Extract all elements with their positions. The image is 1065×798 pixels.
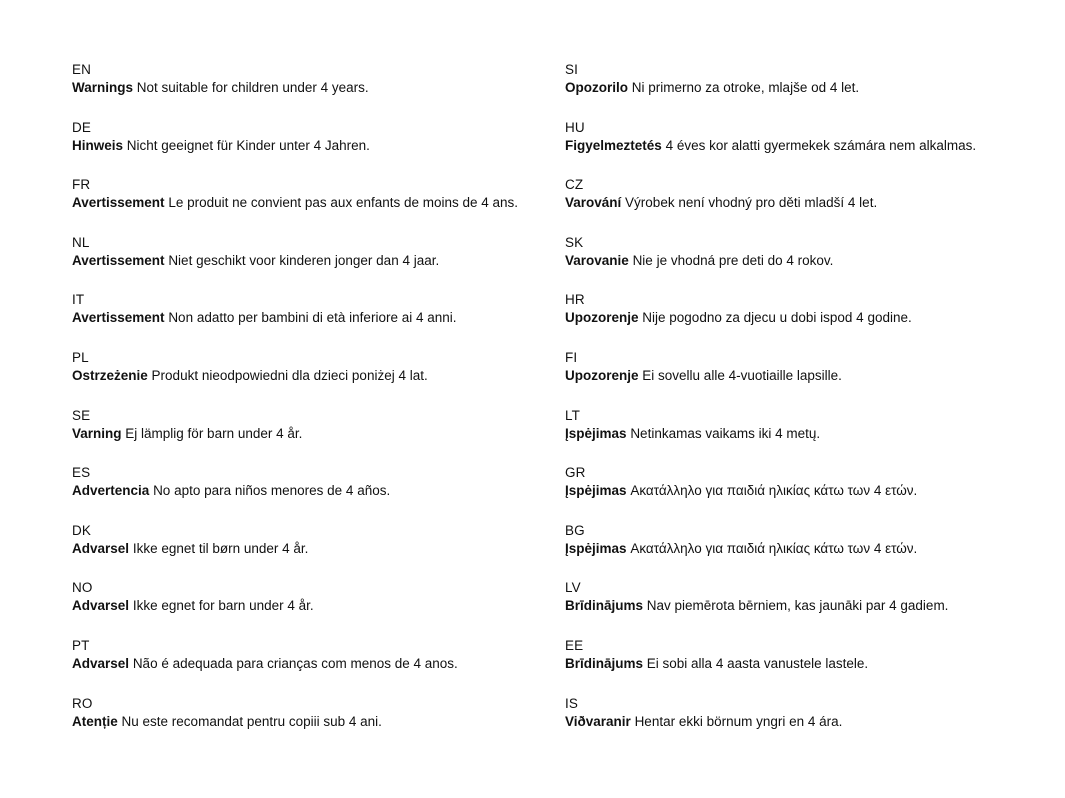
warning-line	[72, 654, 552, 673]
right-column	[565, 61, 1045, 752]
warning-entry	[72, 349, 552, 407]
warning-line	[565, 308, 1045, 327]
warning-entry	[72, 234, 552, 292]
warning-label: Įspėjimas	[565, 540, 627, 556]
warning-entry	[72, 291, 552, 349]
warning-entry	[565, 349, 1045, 407]
warning-text: Niet geschikt voor kinderen jonger dan 4 jaar.	[168, 252, 440, 268]
language-code: EE	[565, 637, 584, 653]
language-code: FI	[565, 349, 578, 365]
warning-text: No apto para niños menores de 4 años.	[153, 483, 391, 499]
warning-label: Varning	[72, 425, 122, 441]
warning-label: Įspėjimas	[565, 483, 627, 499]
warning-text: Ej lämplig för barn under 4 år.	[125, 425, 303, 441]
language-code: DE	[72, 119, 91, 135]
warning-line	[565, 596, 1045, 615]
warning-line	[72, 596, 552, 615]
warning-label: Varování	[565, 195, 622, 211]
warning-line	[565, 712, 1045, 731]
language-code: RO	[72, 695, 93, 711]
warning-text: Ikke egnet for barn under 4 år.	[132, 598, 314, 614]
warning-label: Hinweis	[72, 137, 124, 153]
language-code: GR	[565, 465, 586, 481]
warning-entry	[72, 407, 552, 465]
warning-label: Brīdinājums	[565, 598, 644, 614]
warning-entry	[565, 291, 1045, 349]
warning-entry	[565, 522, 1045, 580]
warning-label: Opozorilo	[565, 80, 628, 95]
warning-text: Não é adequada para crianças com menos de 4 anos.	[132, 655, 458, 671]
warning-entry	[565, 234, 1045, 292]
warning-line	[565, 481, 1045, 500]
language-code: IT	[72, 292, 85, 308]
language-code: NL	[72, 234, 90, 250]
warning-text: Výrobek není vhodný pro děti mladší 4 let.	[625, 195, 878, 211]
warning-entry	[565, 176, 1045, 234]
language-code: SI	[565, 62, 578, 77]
warning-line	[565, 654, 1045, 673]
warning-entry	[565, 637, 1045, 695]
warning-line	[72, 481, 552, 500]
warning-line	[565, 539, 1045, 558]
warning-label: Brīdinājums	[565, 655, 644, 671]
warning-entry	[72, 695, 552, 753]
language-code: LT	[565, 407, 580, 423]
language-code: NO	[72, 580, 93, 596]
warning-text: Nie je vhodná pre deti do 4 rokov.	[632, 252, 834, 268]
warning-line	[565, 78, 1045, 97]
language-code: CZ	[565, 177, 584, 193]
warning-entry	[72, 522, 552, 580]
warning-line	[565, 251, 1045, 270]
warning-label: Viðvaranir	[565, 713, 631, 729]
warning-entry	[565, 61, 1045, 119]
warning-label: Upozorenje	[565, 367, 639, 383]
warning-line	[72, 712, 552, 731]
language-code: BG	[565, 522, 585, 538]
warning-label: Advarsel	[72, 598, 130, 614]
warning-line	[565, 136, 1045, 155]
warning-label: Warnings	[72, 80, 134, 95]
warning-label: Figyelmeztetés	[565, 137, 662, 153]
warning-text: Nu este recomandat pentru copiii sub 4 ani.	[121, 713, 382, 729]
language-code: EN	[72, 62, 91, 77]
left-column	[72, 61, 552, 752]
language-code: FR	[72, 177, 91, 193]
warning-label: Avertissement	[72, 252, 165, 268]
warning-line	[72, 366, 552, 385]
warning-text: Ni primerno za otroke, mlajše od 4 let.	[631, 80, 860, 95]
warning-entry	[565, 579, 1045, 637]
warning-label: Advarsel	[72, 655, 130, 671]
warning-entry	[565, 407, 1045, 465]
warning-text: 4 éves kor alatti gyermekek számára nem alkalmas.	[665, 137, 977, 153]
warning-line	[72, 193, 552, 212]
warning-text: Produkt nieodpowiedni dla dzieci poniżej 4 lat.	[151, 367, 428, 383]
warning-label: Varovanie	[565, 252, 629, 268]
warning-line	[72, 539, 552, 558]
warning-text: Ikke egnet til børn under 4 år.	[132, 540, 309, 556]
warning-text: Ακατάλληλο για παιδιά ηλικίας κάτω των 4 ετών.	[630, 540, 918, 556]
warning-line	[565, 424, 1045, 443]
warning-line	[72, 136, 552, 155]
warning-line	[72, 424, 552, 443]
warning-text: Nav piemērota bērniem, kas jaunāki par 4 gadiem.	[646, 598, 949, 614]
warning-line	[565, 193, 1045, 212]
warning-line	[72, 251, 552, 270]
warning-entry	[72, 579, 552, 637]
warning-entry	[72, 119, 552, 177]
warning-line	[72, 78, 552, 97]
warning-entry	[72, 176, 552, 234]
language-code: ES	[72, 465, 91, 481]
warning-text: Non adatto per bambini di età inferiore ai 4 anni.	[168, 310, 457, 326]
warning-text: Ei sobi alla 4 aasta vanustele lastele.	[646, 655, 869, 671]
warning-text: Ei sovellu alle 4-vuotiaille lapsille.	[642, 367, 842, 383]
warning-entry	[565, 464, 1045, 522]
language-code: HR	[565, 292, 585, 308]
warning-label: Atenție	[72, 713, 118, 729]
warning-entry	[565, 695, 1045, 753]
warning-line	[565, 366, 1045, 385]
warning-entry	[72, 61, 552, 119]
language-code: SK	[565, 234, 584, 250]
warning-label: Avertissement	[72, 310, 165, 326]
warning-text: Nije pogodno za djecu u dobi ispod 4 godine.	[642, 310, 912, 326]
warning-label: Įspėjimas	[565, 425, 627, 441]
language-code: PT	[72, 637, 90, 653]
warning-text: Nicht geeignet für Kinder unter 4 Jahren.	[126, 137, 370, 153]
warning-text: Not suitable for children under 4 years.	[136, 80, 369, 95]
language-code: IS	[565, 695, 578, 711]
warning-text: Netinkamas vaikams iki 4 metų.	[630, 425, 821, 441]
warning-entry	[72, 637, 552, 695]
warning-line	[72, 308, 552, 327]
warning-label: Ostrzeżenie	[72, 367, 148, 383]
warning-label: Advertencia	[72, 483, 150, 499]
language-code: HU	[565, 119, 585, 135]
language-code: LV	[565, 580, 581, 596]
language-code: PL	[72, 349, 89, 365]
warning-label: Avertissement	[72, 195, 165, 211]
warning-text: Ακατάλληλο για παιδιά ηλικίας κάτω των 4 ετών.	[630, 483, 918, 499]
warning-label: Advarsel	[72, 540, 130, 556]
warning-label: Upozorenje	[565, 310, 639, 326]
warning-text: Le produit ne convient pas aux enfants de moins de 4 ans.	[168, 195, 519, 211]
language-code: SE	[72, 407, 91, 423]
warning-entry	[565, 119, 1045, 177]
language-code: DK	[72, 522, 91, 538]
warning-text: Hentar ekki börnum yngri en 4 ára.	[634, 713, 843, 729]
warning-entry	[72, 464, 552, 522]
